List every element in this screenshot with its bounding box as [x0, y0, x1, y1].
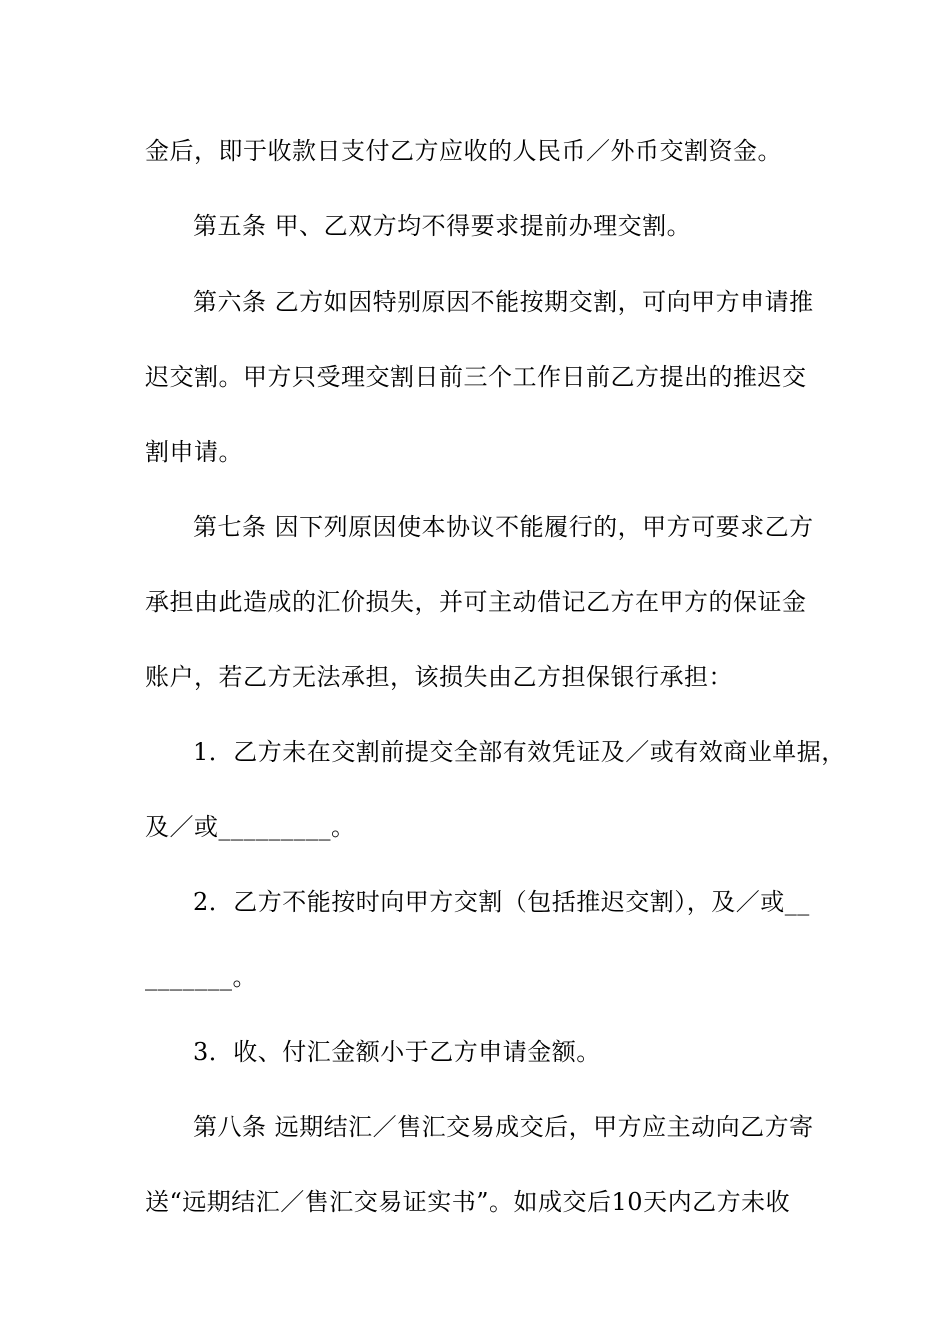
- list-item-2: 2．乙方不能按时向甲方交割（包括推迟交割），及／或__: [193, 888, 810, 916]
- text-line: 金后，即于收款日支付乙方应收的人民币／外币交割资金。: [145, 137, 782, 165]
- article-7: 第七条 因下列原因使本协议不能履行的，甲方可要求乙方: [193, 513, 814, 541]
- text-line: _______。: [145, 963, 257, 991]
- list-item-3: 3．收、付汇金额小于乙方申请金额。: [193, 1038, 601, 1066]
- text-line: 账户，若乙方无法承担，该损失由乙方担保银行承担：: [145, 663, 733, 691]
- text-line: 迟交割。甲方只受理交割日前三个工作日前乙方提出的推迟交: [145, 363, 807, 391]
- text-line: 及／或_________。: [145, 813, 356, 841]
- article-6: 第六条 乙方如因特别原因不能按期交割，可向甲方申请推: [193, 288, 814, 316]
- list-item-1: 1．乙方未在交割前提交全部有效凭证及／或有效商业单据，: [193, 738, 846, 766]
- text-line: 割申请。: [145, 438, 243, 466]
- text-line: 送“远期结汇／售汇交易证实书”。如成交后10天内乙方未收: [145, 1188, 791, 1216]
- article-8: 第八条 远期结汇／售汇交易成交后，甲方应主动向乙方寄: [193, 1113, 814, 1141]
- text-line: 承担由此造成的汇价损失，并可主动借记乙方在甲方的保证金: [145, 588, 807, 616]
- article-5: 第五条 甲、乙双方均不得要求提前办理交割。: [193, 212, 692, 240]
